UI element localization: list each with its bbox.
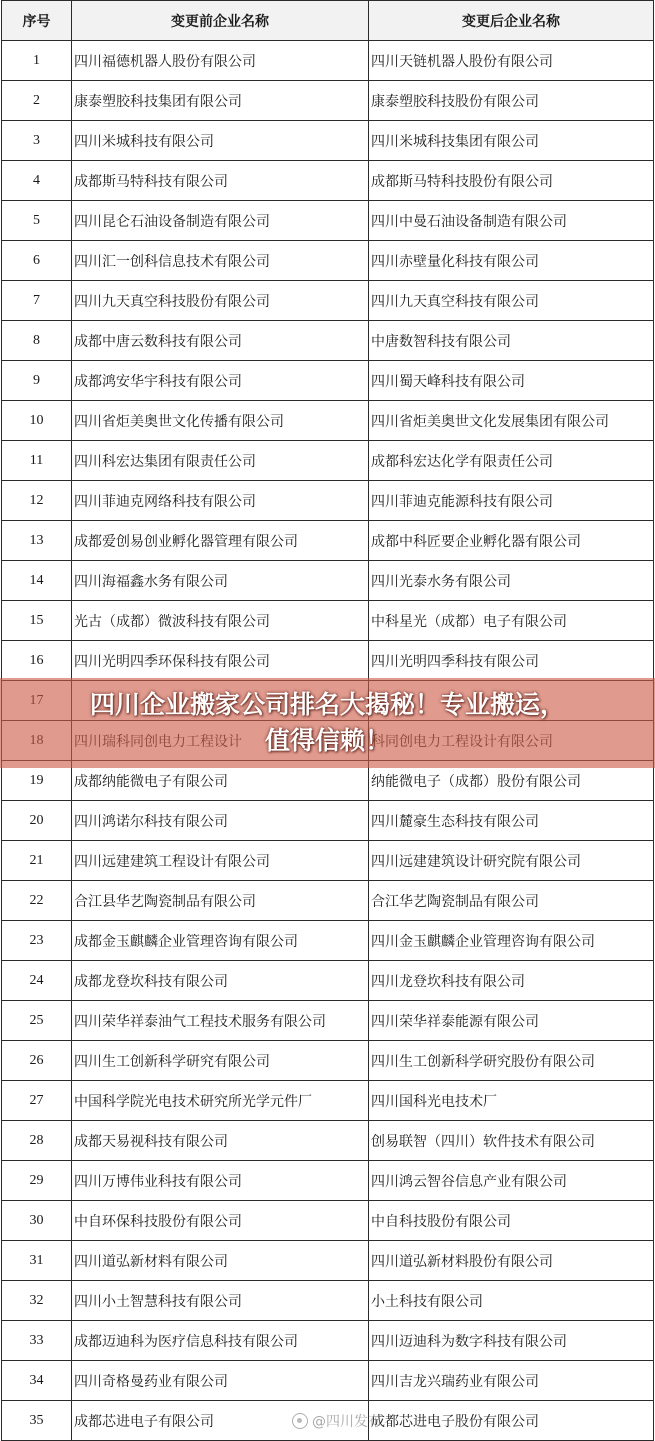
old-company-name: 四川远建建筑工程设计有限公司	[72, 841, 369, 881]
row-index: 2	[2, 81, 72, 121]
new-company-name: 纳能微电子（成都）股份有限公司	[369, 761, 654, 801]
table-row	[2, 1121, 654, 1161]
new-company-name: 中自科技股份有限公司	[369, 1201, 654, 1241]
row-index: 33	[2, 1321, 72, 1361]
old-company-name: 成都鸿安华宇科技有限公司	[72, 361, 369, 401]
row-index: 28	[2, 1121, 72, 1161]
old-company-name: 成都金玉麒麟企业管理咨询有限公司	[72, 921, 369, 961]
new-company-name: 四川生工创新科学研究股份有限公司	[369, 1041, 654, 1081]
row-index: 5	[2, 201, 72, 241]
table-row	[2, 1361, 654, 1401]
row-index: 29	[2, 1161, 72, 1201]
new-company-name: 四川国科光电技术厂	[369, 1081, 654, 1121]
old-company-name: 四川福德机器人股份有限公司	[72, 41, 369, 81]
header-old-name: 变更前企业名称	[72, 1, 369, 41]
table-row	[2, 201, 654, 241]
table-row	[2, 361, 654, 401]
table-row	[2, 1281, 654, 1321]
row-index: 13	[2, 521, 72, 561]
new-company-name: 成都芯进电子股份有限公司	[369, 1401, 654, 1441]
old-company-name: 成都芯进电子有限公司	[72, 1401, 369, 1441]
header-new-name: 变更后企业名称	[369, 1, 654, 41]
new-company-name: 小土科技有限公司	[369, 1281, 654, 1321]
row-index: 8	[2, 321, 72, 361]
old-company-name: 四川海福鑫水务有限公司	[72, 561, 369, 601]
watermark	[292, 1411, 382, 1431]
old-company-name: 四川小土智慧科技有限公司	[72, 1281, 369, 1321]
old-company-name: 四川科宏达集团有限责任公司	[72, 441, 369, 481]
old-company-name: 成都中唐云数科技有限公司	[72, 321, 369, 361]
row-index: 32	[2, 1281, 72, 1321]
old-company-name: 四川道弘新材料有限公司	[72, 1241, 369, 1281]
row-index: 26	[2, 1041, 72, 1081]
new-company-name: 四川省炬美奥世文化发展集团有限公司	[369, 401, 654, 441]
old-company-name: 四川奇格曼药业有限公司	[72, 1361, 369, 1401]
table-row	[2, 81, 654, 121]
table-row	[2, 1041, 654, 1081]
table-row	[2, 401, 654, 441]
old-company-name: 四川生工创新科学研究有限公司	[72, 1041, 369, 1081]
row-index: 22	[2, 881, 72, 921]
old-company-name: 四川昆仑石油设备制造有限公司	[72, 201, 369, 241]
table-row	[2, 1321, 654, 1361]
table-row	[2, 281, 654, 321]
table-header-row	[2, 1, 654, 41]
table-row	[2, 601, 654, 641]
new-company-name: 四川麓豪生态科技有限公司	[369, 801, 654, 841]
old-company-name: 四川光明四季环保科技有限公司	[72, 641, 369, 681]
row-index: 24	[2, 961, 72, 1001]
new-company-name: 四川吉龙兴瑞药业有限公司	[369, 1361, 654, 1401]
table-row	[2, 481, 654, 521]
row-index: 11	[2, 441, 72, 481]
old-company-name: 成都天易视科技有限公司	[72, 1121, 369, 1161]
new-company-name: 四川金玉麒麟企业管理咨询有限公司	[369, 921, 654, 961]
table-row	[2, 41, 654, 81]
new-company-name: 中唐数智科技有限公司	[369, 321, 654, 361]
row-index: 12	[2, 481, 72, 521]
table-row	[2, 121, 654, 161]
new-company-name: 四川道弘新材料股份有限公司	[369, 1241, 654, 1281]
row-index: 27	[2, 1081, 72, 1121]
header-index: 序号	[2, 1, 72, 41]
old-company-name: 成都迈迪科为医疗信息科技有限公司	[72, 1321, 369, 1361]
table-row	[2, 1241, 654, 1281]
row-index: 25	[2, 1001, 72, 1041]
table-row	[2, 881, 654, 921]
new-company-name: 四川鸿云智谷信息产业有限公司	[369, 1161, 654, 1201]
table-row	[2, 241, 654, 281]
table-row	[2, 1081, 654, 1121]
new-company-name: 中科星光（成都）电子有限公司	[369, 601, 654, 641]
old-company-name: 四川省炬美奥世文化传播有限公司	[72, 401, 369, 441]
new-company-name: 四川光泰水务有限公司	[369, 561, 654, 601]
watermark-text: @四川发布	[312, 1414, 382, 1430]
old-company-name: 四川汇一创科信息技术有限公司	[72, 241, 369, 281]
table-row	[2, 161, 654, 201]
row-index: 19	[2, 761, 72, 801]
new-company-name: 四川远建建筑设计研究院有限公司	[369, 841, 654, 881]
new-company-name: 四川天链机器人股份有限公司	[369, 41, 654, 81]
new-company-name: 成都科宏达化学有限责任公司	[369, 441, 654, 481]
title-banner	[0, 678, 655, 768]
new-company-name: 四川龙登坎科技有限公司	[369, 961, 654, 1001]
banner-title-line-2: 值得信赖！	[264, 726, 390, 755]
old-company-name: 光古（成都）微波科技有限公司	[72, 601, 369, 641]
banner-title-line-1: 四川企业搬家公司排名大揭秘！专业搬运，	[89, 690, 565, 719]
row-index: 4	[2, 161, 72, 201]
table-row	[2, 441, 654, 481]
new-company-name: 四川光明四季科技有限公司	[369, 641, 654, 681]
new-company-name: 成都斯马特科技股份有限公司	[369, 161, 654, 201]
new-company-name: 四川荣华祥泰能源有限公司	[369, 1001, 654, 1041]
new-company-name: 合江华艺陶瓷制品有限公司	[369, 881, 654, 921]
old-company-name: 四川万博伟业科技有限公司	[72, 1161, 369, 1201]
row-index: 34	[2, 1361, 72, 1401]
row-index: 20	[2, 801, 72, 841]
table-row	[2, 841, 654, 881]
table-row	[2, 561, 654, 601]
row-index: 35	[2, 1401, 72, 1441]
table-row	[2, 1201, 654, 1241]
row-index: 16	[2, 641, 72, 681]
old-company-name: 四川米城科技有限公司	[72, 121, 369, 161]
row-index: 21	[2, 841, 72, 881]
row-index: 6	[2, 241, 72, 281]
row-index: 9	[2, 361, 72, 401]
old-company-name: 成都爱创易创业孵化器管理有限公司	[72, 521, 369, 561]
weibo-icon	[292, 1413, 308, 1429]
row-index: 14	[2, 561, 72, 601]
old-company-name: 成都斯马特科技有限公司	[72, 161, 369, 201]
row-index: 3	[2, 121, 72, 161]
new-company-name: 成都中科匠要企业孵化器有限公司	[369, 521, 654, 561]
new-company-name: 四川迈迪科为数字科技有限公司	[369, 1321, 654, 1361]
table-row	[2, 1001, 654, 1041]
table-row	[2, 521, 654, 561]
new-company-name: 四川赤壁量化科技有限公司	[369, 241, 654, 281]
new-company-name: 四川菲迪克能源科技有限公司	[369, 481, 654, 521]
old-company-name: 四川鸿诺尔科技有限公司	[72, 801, 369, 841]
row-index: 10	[2, 401, 72, 441]
old-company-name: 四川菲迪克网络科技有限公司	[72, 481, 369, 521]
old-company-name: 四川九天真空科技股份有限公司	[72, 281, 369, 321]
new-company-name: 四川蜀天峰科技有限公司	[369, 361, 654, 401]
old-company-name: 中国科学院光电技术研究所光学元件厂	[72, 1081, 369, 1121]
table-row	[2, 321, 654, 361]
new-company-name: 四川中曼石油设备制造有限公司	[369, 201, 654, 241]
table-row	[2, 921, 654, 961]
table-row	[2, 1161, 654, 1201]
row-index: 30	[2, 1201, 72, 1241]
row-index: 23	[2, 921, 72, 961]
old-company-name: 成都纳能微电子有限公司	[72, 761, 369, 801]
old-company-name: 中自环保科技股份有限公司	[72, 1201, 369, 1241]
table-row	[2, 641, 654, 681]
new-company-name: 四川九天真空科技有限公司	[369, 281, 654, 321]
table-row	[2, 961, 654, 1001]
old-company-name: 成都龙登坎科技有限公司	[72, 961, 369, 1001]
row-index: 31	[2, 1241, 72, 1281]
row-index: 7	[2, 281, 72, 321]
table-row	[2, 801, 654, 841]
old-company-name: 康泰塑胶科技集团有限公司	[72, 81, 369, 121]
new-company-name: 康泰塑胶科技股份有限公司	[369, 81, 654, 121]
new-company-name: 四川米城科技集团有限公司	[369, 121, 654, 161]
row-index: 15	[2, 601, 72, 641]
old-company-name: 合江县华艺陶瓷制品有限公司	[72, 881, 369, 921]
new-company-name: 创易联智（四川）软件技术有限公司	[369, 1121, 654, 1161]
row-index: 1	[2, 41, 72, 81]
old-company-name: 四川荣华祥泰油气工程技术服务有限公司	[72, 1001, 369, 1041]
